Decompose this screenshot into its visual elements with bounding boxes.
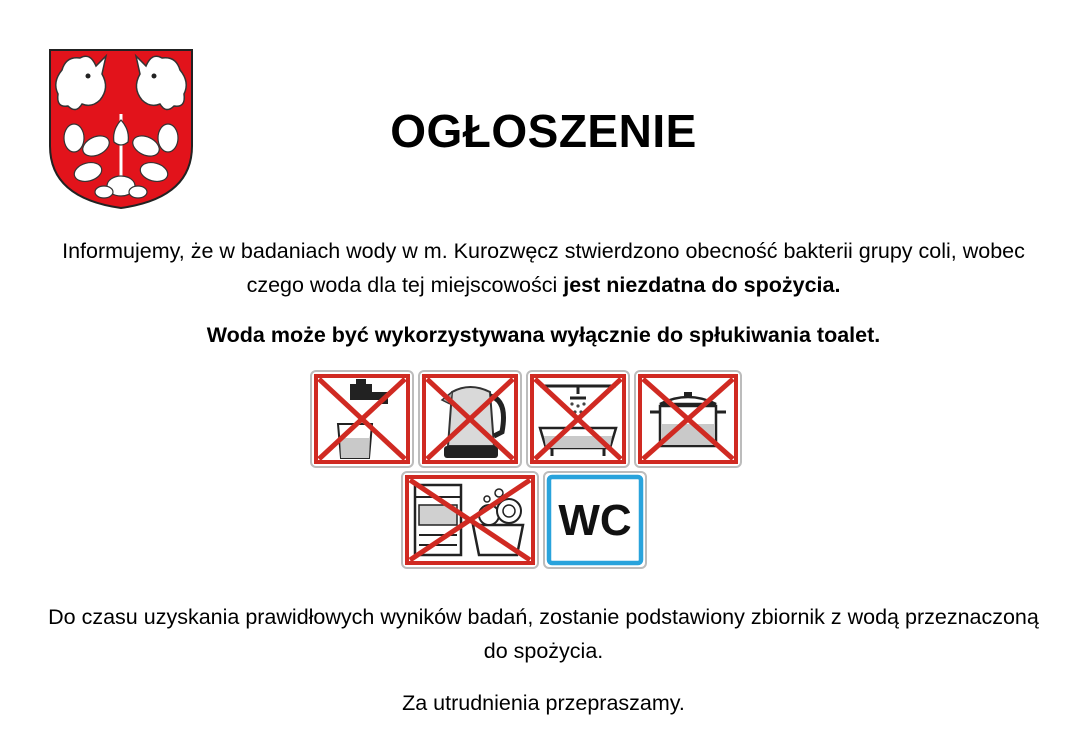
no-bathing-icon (526, 370, 630, 468)
intro-paragraph (40, 234, 1047, 302)
no-kettle-icon (418, 370, 522, 468)
no-drinking-icon (310, 370, 414, 468)
notice-title: OGŁOSZENIE (390, 105, 697, 157)
intro-text: Informujemy, że w badaniach wody w m. Kurozwęcz stwierdzono obecność bakterii grupy coli, wobec czego woda dla tej miejscowości (62, 239, 1025, 297)
no-cooking-icon (634, 370, 742, 468)
apology-text: Za utrudnienia przepraszamy. (402, 691, 685, 715)
wc-icon (543, 471, 647, 569)
no-dishwashing-icon (401, 471, 539, 569)
usage-statement: Woda może być wykorzystywana wyłącznie do spłukiwania toalet. (206, 323, 881, 347)
tank-statement: Do czasu uzyskania prawidłowych wyników badań, zostanie podstawiony zbiornik z wodą przeznaczoną do spożycia. (48, 605, 1039, 663)
intro-warning: jest niezdatna do spożycia. (563, 273, 841, 297)
wc-label: WC (558, 496, 632, 545)
